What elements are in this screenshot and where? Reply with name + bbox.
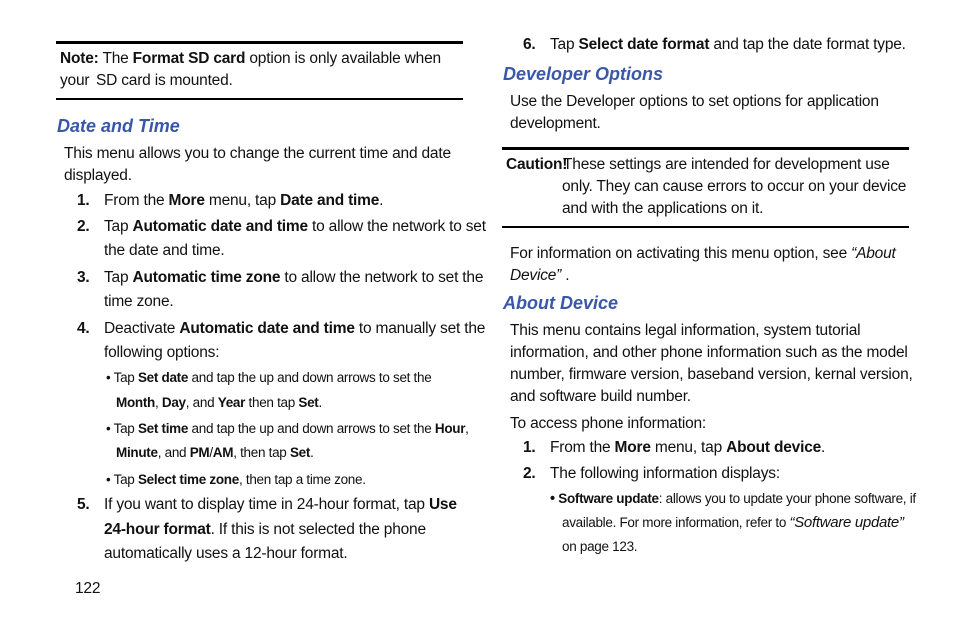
- caution-top-rule: [502, 147, 909, 150]
- developer-intro: Use the Developer options to set options for application: [510, 93, 879, 110]
- section-heading-about: About Device: [503, 293, 619, 313]
- list-item: 1. From the More menu, tap About device.: [523, 439, 826, 456]
- bullet-item: • Software update: allows you to update your phone software, if: [550, 491, 916, 507]
- bullet-item: • Tap Set date and tap the up and down arrows to set the: [106, 370, 432, 385]
- caution-bottom-rule: [502, 226, 909, 228]
- caution-box: [506, 154, 567, 176]
- note-bottom-rule: [56, 98, 463, 100]
- note-line2: SD card is mounted.: [96, 72, 233, 89]
- list-item: 1. From the More menu, tap Date and time.: [77, 192, 384, 209]
- bullet-item: • Tap Set time and tap the up and down arrows to set the Hour,: [106, 421, 469, 436]
- bullet-item: • Tap Select time zone, then tap a time zone.: [106, 472, 366, 487]
- list-item: 2. The following information displays:: [523, 465, 780, 482]
- note-top-rule: [56, 41, 463, 44]
- software-update-link[interactable]: “Software update”: [789, 514, 904, 531]
- list-item: 6. Tap Select date format and tap the date format type.: [523, 36, 906, 53]
- section-heading-date-time: Date and Time: [57, 116, 180, 136]
- access-label: To access phone information:: [510, 415, 707, 432]
- note-label: Note:: [60, 50, 99, 67]
- note-box: Note: The Format SD card option is only available when your: [60, 50, 441, 89]
- list-item: 5. If you want to display time in 24-hour format, tap Use: [77, 496, 457, 513]
- about-device-link[interactable]: “About: [851, 245, 896, 262]
- caution-label: Caution!: [506, 156, 568, 173]
- about-device-link-cont[interactable]: Device”: [510, 267, 562, 284]
- section-heading-developer: Developer Options: [503, 64, 664, 84]
- list-item: 2. Tap Automatic date and time to allow the network to set: [77, 218, 486, 235]
- date-time-intro: This menu allows you to change the current time and date: [64, 145, 451, 162]
- list-item: 4. Deactivate Automatic date and time to manually set the: [77, 320, 486, 337]
- developer-info: For information on activating this menu option, see “About: [510, 245, 896, 262]
- about-intro: This menu contains legal information, system tutorial: [510, 322, 861, 339]
- list-item: 3. Tap Automatic time zone to allow the network to set the: [77, 269, 484, 286]
- page-number: 122: [75, 580, 101, 597]
